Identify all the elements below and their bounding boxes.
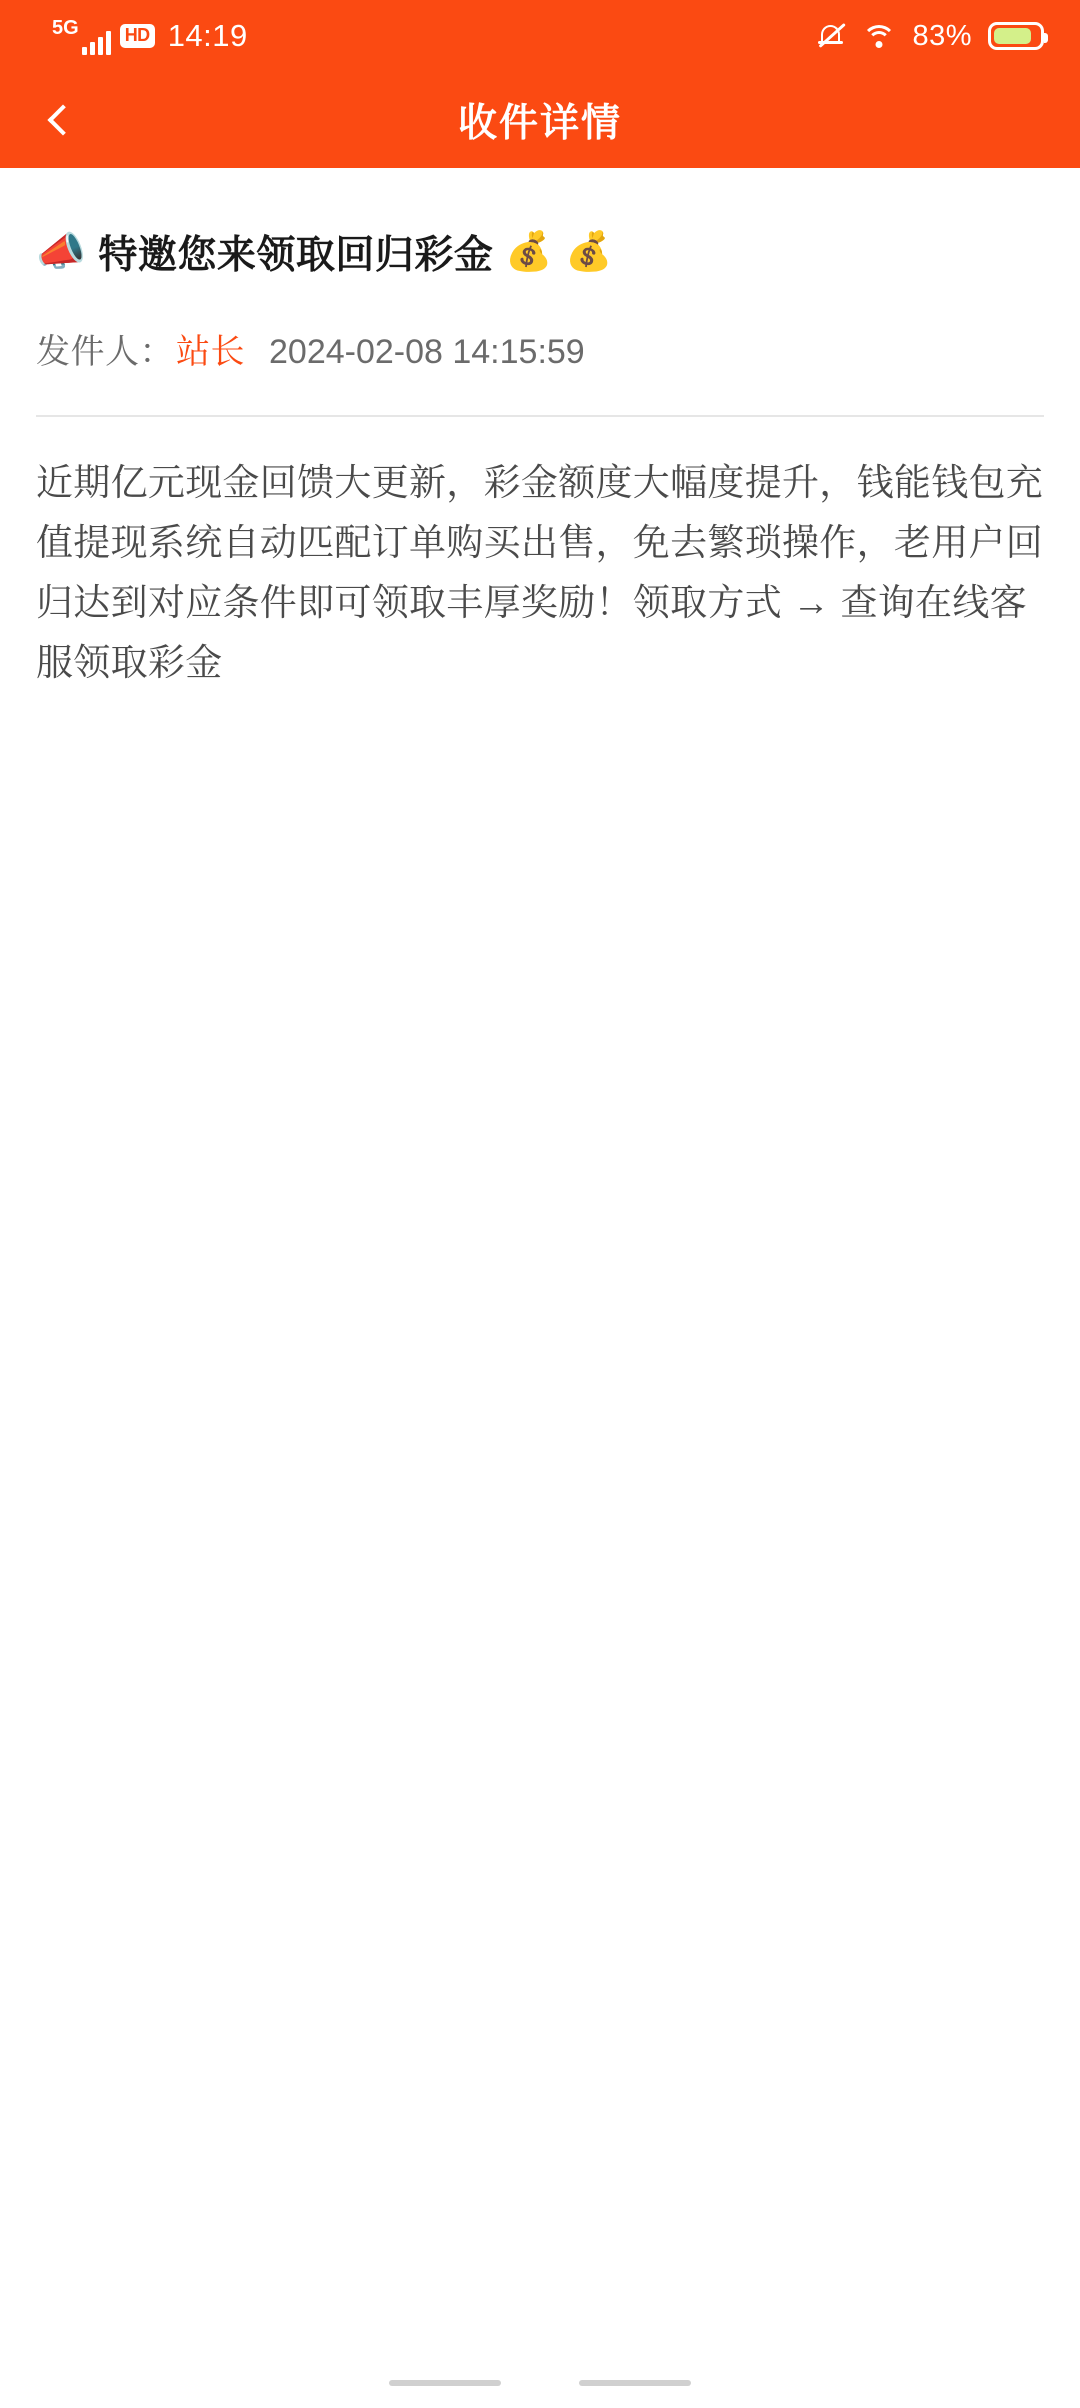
nav-pill-right[interactable] — [579, 2380, 691, 2386]
status-bar-right — [816, 20, 1044, 53]
message-detail — [0, 168, 1080, 693]
status-bar-left — [52, 18, 248, 55]
network-type-label: 5G — [52, 16, 79, 39]
money-bag-icon-2: 💰 — [565, 231, 613, 273]
battery-percent-label: 83% — [912, 19, 972, 52]
signal-indicator — [52, 18, 111, 55]
title-bar — [0, 72, 1080, 168]
money-bag-icon-1: 💰 — [505, 231, 554, 273]
message-body: 近期亿元现金回馈大更新，彩金额度大幅度提升，钱能钱包充值提现系统自动匹配订单购买出售，免去繁琐操作，老用户回归达到对应条件即可领取丰厚奖励！领取方式 → 查询在线客服领取彩金 — [36, 462, 1044, 683]
nav-pill-left[interactable] — [389, 2380, 501, 2386]
bell-mute-icon — [816, 20, 846, 52]
system-navigation-bar — [0, 2358, 1080, 2408]
megaphone-icon: 📣 — [36, 230, 87, 274]
message-title-row — [36, 168, 1044, 280]
signal-bars-icon — [82, 29, 111, 55]
back-button[interactable] — [22, 82, 98, 158]
hd-badge: HD — [120, 24, 155, 48]
page-title: 收件详情 — [457, 102, 622, 145]
message-meta — [36, 280, 1044, 373]
message-title: 特邀您来领取回归彩金 — [98, 234, 494, 277]
status-clock: 14:19 — [167, 18, 248, 53]
message-timestamp: 2024-02-08 14:15:59 — [269, 333, 585, 371]
wifi-icon — [862, 23, 896, 49]
battery-icon — [988, 22, 1044, 50]
status-bar — [0, 0, 1080, 72]
back-chevron-icon — [47, 104, 78, 135]
sender-label: 发件人： — [36, 333, 174, 371]
sender-name: 站长 — [176, 333, 245, 371]
